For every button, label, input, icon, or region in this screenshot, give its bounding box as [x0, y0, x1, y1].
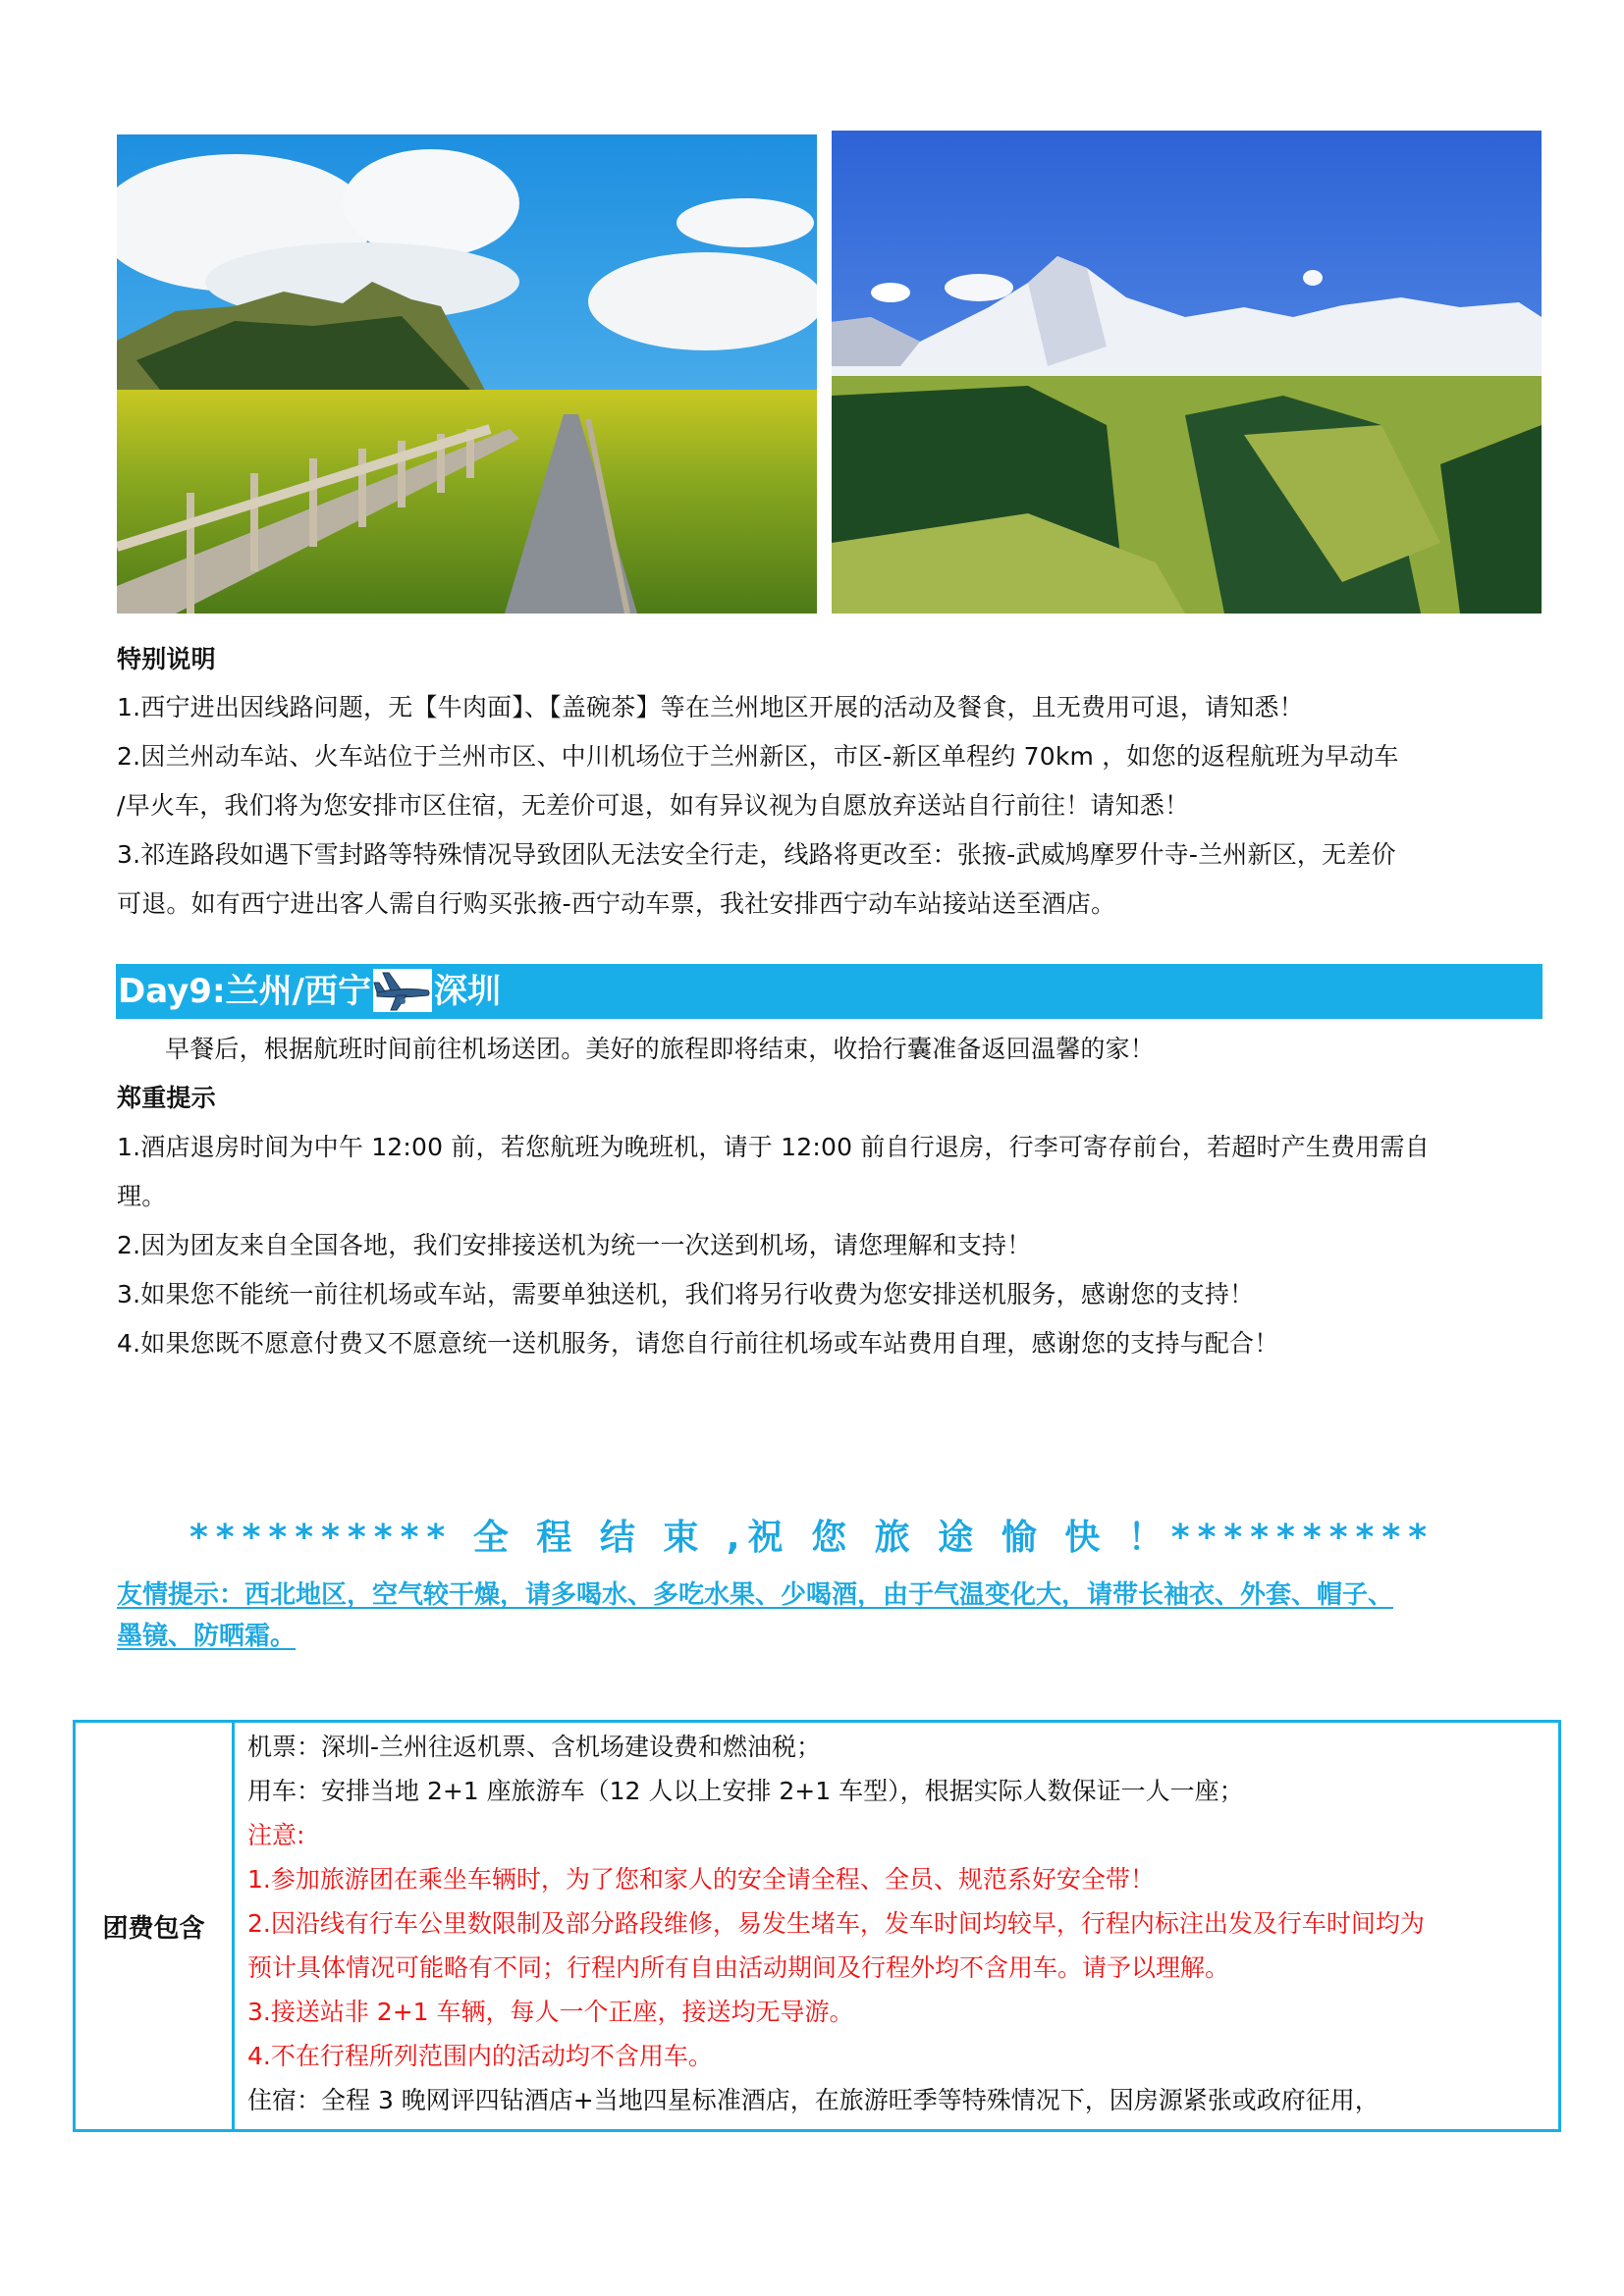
day9-banner	[116, 964, 1543, 1019]
fee-row-transport: 用车：安排当地 2+1 座旅游车（12 人以上安排 2+1 车型），根据实际人数保证一人一座；	[247, 1777, 1244, 1805]
friendly-tip-line: 友情提示：西北地区，空气较干燥，请多喝水、多吃水果、少喝酒，由于气温变化大，请带长袖衣、外套、帽子、	[117, 1580, 1394, 1610]
notice-line: 1.酒店退房时间为中午 12:00 前，若您航班为晚班机，请于 12:00 前自行退房，行李可寄存前台，若超时产生费用需自	[117, 1133, 1430, 1161]
special-note-line: 2.因兰州动车站、火车站位于兰州市区、中川机场位于兰州新区，市区-新区单程约 70km ，如您的返程航班为早动车	[117, 742, 1399, 771]
notice-line: 理。	[117, 1182, 167, 1210]
fee-row-accommodation: 住宿：全程 3 晚网评四钻酒店+当地四星标准酒店，在旅游旺季等特殊情况下，因房源紧张或政府征用，	[247, 2086, 1380, 2114]
special-note-line: /早火车，我们将为您安排市区住宿，无差价可退，如有异议视为自愿放弃送站自行前往！请知悉！	[117, 791, 1190, 820]
notice-line: 3.如果您不能统一前往机场或车站，需要单独送机，我们将另行收费为您安排送机服务，感谢您的支持！	[117, 1280, 1255, 1308]
landscape-image	[832, 131, 1542, 614]
notice-heading: 郑重提示	[117, 1084, 216, 1112]
notice-line: 4.如果您既不愿意付费又不愿意统一送机服务，请您自行前往机场或车站费用自理，感谢您的支持与配合！	[117, 1329, 1279, 1358]
photo-snow-mountain	[832, 131, 1542, 614]
fee-row-airfare: 机票：深圳-兰州往返机票、含机场建设费和燃油税；	[247, 1733, 822, 1761]
friendly-tip-line: 墨镜、防晒霜。	[117, 1622, 297, 1651]
fee-row-note: 预计具体情况可能略有不同；行程内所有自由活动期间及行程外均不含用车。请予以理解。	[247, 1953, 1230, 1982]
landscape-image	[117, 134, 817, 614]
trip-end-slogan: ********** 全 程 结 束 ,祝 您 旅 途 愉 快 ！**********	[189, 1518, 1435, 1558]
fee-row-note-heading: 注意:	[247, 1821, 305, 1849]
day9-title-destination: 深圳	[433, 972, 501, 1011]
fee-row-note: 2.因沿线有行车公里数限制及部分路段维修，易发生堵车，发车时间均较早，行程内标注出发及行车时间均为	[247, 1909, 1425, 1938]
notice-line: 2.因为团友来自全国各地，我们安排接送机为统一一次送到机场，请您理解和支持！	[117, 1231, 1032, 1259]
fee-included-table	[73, 1720, 1561, 2132]
day9-title-origin: Day9:兰州/西宁	[118, 972, 371, 1011]
photo-grassland-boardwalk	[117, 134, 817, 614]
special-notes-heading: 特别说明	[117, 645, 216, 673]
fee-included-label: 团费包含	[76, 1723, 235, 2129]
fee-row-note: 3.接送站非 2+1 车辆，每人一个正座，接送均无导游。	[247, 1998, 854, 2026]
special-note-line: 1.西宁进出因线路问题，无【牛肉面】、【盖碗茶】等在兰州地区开展的活动及餐食，且无费用可退，请知悉！	[117, 693, 1304, 721]
fee-row-note: 4.不在行程所列范围内的活动均不含用车。	[247, 2042, 713, 2070]
special-note-line: 可退。如有西宁进出客人需自行购买张掖-西宁动车票，我社安排西宁动车站接站送至酒店。	[117, 889, 1116, 918]
airplane-icon	[373, 969, 432, 1012]
fee-row-note: 1.参加旅游团在乘坐车辆时，为了您和家人的安全请全程、全员、规范系好安全带！	[247, 1865, 1155, 1894]
fee-included-content	[247, 1723, 1558, 2129]
day9-intro: 早餐后，根据航班时间前往机场送团。美好的旅程即将结束，收拾行囊准备返回温馨的家！	[165, 1035, 1156, 1063]
special-note-line: 3.祁连路段如遇下雪封路等特殊情况导致团队无法安全行走，线路将更改至：张掖-武威鸠摩罗什寺-兰州新区，无差价	[117, 840, 1396, 869]
day9-title	[118, 971, 501, 1012]
